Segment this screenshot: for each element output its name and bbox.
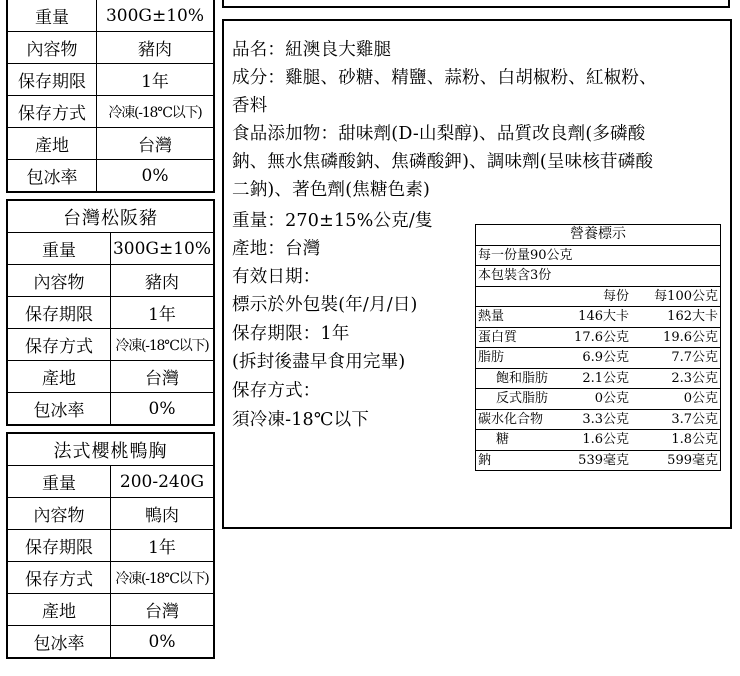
description-line: 鈉、無水焦磷酸鈉、焦磷酸鉀)、調味劑(呈味核苷磷酸 — [232, 152, 654, 172]
spec-value: 300G±10% — [111, 233, 215, 265]
table-row — [7, 160, 214, 193]
nutrition-row — [476, 348, 720, 369]
spec-table-3 — [6, 432, 215, 659]
spec-value: 冷凍(-18℃以下) — [111, 562, 215, 594]
nutrient-name: 碳水化合物 — [478, 411, 544, 427]
description-line: 香料 — [232, 96, 268, 116]
nutrient-per-100g: 7.7公克 — [671, 350, 718, 365]
nutrient-per-100g: 19.6公克 — [663, 329, 718, 345]
spec-key: 保存期限 — [7, 530, 111, 562]
nutrient-per-serving: 1.6公克 — [582, 432, 629, 447]
nutrient-name: 熱量 — [478, 309, 505, 324]
servings-per-package: 本包裝含3份 — [476, 266, 720, 287]
table-row — [7, 530, 214, 562]
description-line: 食品添加物：甜味劑(D-山梨醇)、品質改良劑(多磷酸 — [232, 124, 646, 144]
spec-key: 包冰率 — [7, 393, 111, 426]
spec-key: 保存方式 — [7, 96, 97, 128]
table-row — [7, 626, 214, 659]
description-line: (拆封後盡早食用完畢) — [232, 352, 406, 372]
nutrient-per-serving: 539毫克 — [578, 452, 629, 468]
spec-value: 300G±10% — [97, 0, 215, 32]
spec-value: 台灣 — [111, 594, 215, 626]
nutrition-row — [476, 430, 720, 451]
table-row — [7, 562, 214, 594]
nutrient-per-100g: 162大卡 — [667, 309, 718, 324]
spec-value: 豬肉 — [111, 265, 215, 297]
spec-value: 0% — [111, 393, 215, 426]
table-row — [7, 297, 214, 329]
table-row — [7, 32, 214, 64]
top-box-edge — [222, 0, 730, 8]
nutrition-row — [476, 410, 720, 431]
description-line: 重量：270±15%公克/隻 — [232, 211, 433, 231]
table-title-row — [7, 433, 214, 466]
nutrient-name: 鈉 — [478, 452, 492, 468]
spec-value: 台灣 — [111, 361, 215, 393]
spec-title: 法式櫻桃鴨胸 — [7, 433, 214, 466]
spec-key: 保存期限 — [7, 64, 97, 96]
table-row — [7, 498, 214, 530]
spec-key: 保存期限 — [7, 297, 111, 329]
description-line: 品名：紐澳良大雞腿 — [232, 40, 392, 60]
per-serving-header: 每份 — [602, 288, 629, 304]
table-row — [7, 96, 214, 128]
spec-value: 1年 — [97, 64, 215, 96]
description-line: 二鈉)、著色劑(焦糖色素) — [232, 180, 431, 200]
serving-size: 每一份量90公克 — [476, 246, 720, 267]
spec-value: 1年 — [111, 297, 215, 329]
spec-value: 台灣 — [97, 128, 215, 160]
spec-value: 0% — [111, 626, 215, 659]
nutrition-row — [476, 369, 720, 390]
spec-value: 1年 — [111, 530, 215, 562]
table-row — [7, 466, 214, 498]
spec-key: 重量 — [7, 0, 97, 32]
spec-key: 保存方式 — [7, 329, 111, 361]
nutrient-per-serving: 17.6公克 — [574, 329, 629, 345]
spec-value: 鴨肉 — [111, 498, 215, 530]
nutrient-per-serving: 0公克 — [594, 391, 629, 406]
spec-key: 保存方式 — [7, 562, 111, 594]
table-row — [7, 265, 214, 297]
table-row — [7, 233, 214, 265]
nutrient-name: 飽和脂肪 — [496, 370, 549, 386]
table-row — [7, 128, 214, 160]
nutrient-per-serving: 3.3公克 — [582, 411, 629, 427]
product-description-box — [222, 19, 732, 529]
spec-key: 重量 — [7, 466, 111, 498]
spec-table-1 — [6, 0, 215, 193]
table-row — [7, 329, 214, 361]
per-100g-header: 每100公克 — [654, 288, 718, 304]
description-line: 成分：雞腿、砂糖、精鹽、蒜粉、白胡椒粉、紅椒粉、 — [232, 68, 657, 88]
spec-key: 內容物 — [7, 265, 111, 297]
spec-key: 產地 — [7, 361, 111, 393]
description-line: 須冷凍-18℃以下 — [232, 410, 370, 430]
table-row — [7, 64, 214, 96]
nutrition-row — [476, 328, 720, 349]
table-row — [7, 361, 214, 393]
spec-key: 內容物 — [7, 498, 111, 530]
nutrient-per-100g: 3.7公克 — [671, 411, 718, 427]
nutrition-title: 營養標示 — [476, 225, 720, 246]
nutrient-name: 糖 — [496, 432, 510, 447]
nutrient-per-serving: 6.9公克 — [582, 350, 629, 365]
spec-key: 重量 — [7, 233, 111, 265]
nutrient-per-100g: 2.3公克 — [671, 370, 718, 386]
table-row — [7, 393, 214, 426]
nutrient-per-100g: 1.8公克 — [671, 432, 718, 447]
nutrient-per-serving: 146大卡 — [578, 309, 629, 324]
description-line: 標示於外包裝(年/月/日) — [232, 295, 418, 315]
spec-tables-column — [6, 0, 215, 665]
spec-value: 豬肉 — [97, 32, 215, 64]
description-line: 有效日期： — [232, 267, 321, 287]
nutrient-per-100g: 599毫克 — [667, 452, 718, 468]
table-row — [7, 0, 214, 32]
description-line: 產地：台灣 — [232, 239, 321, 259]
nutrient-name: 蛋白質 — [478, 329, 518, 345]
spec-table-2 — [6, 199, 215, 426]
table-title-row — [7, 200, 214, 233]
spec-value: 冷凍(-18℃以下) — [97, 96, 215, 128]
nutrition-row — [476, 389, 720, 410]
nutrient-name: 脂肪 — [478, 350, 505, 365]
spec-value: 冷凍(-18℃以下) — [111, 329, 215, 361]
nutrient-per-100g: 0公克 — [683, 391, 718, 406]
description-line: 保存期限：1年 — [232, 324, 350, 344]
nutrition-row — [476, 307, 720, 328]
nutrient-per-serving: 2.1公克 — [582, 370, 629, 386]
spec-value: 200-240G — [111, 466, 215, 498]
nutrient-name: 反式脂肪 — [496, 391, 549, 406]
spec-key: 包冰率 — [7, 626, 111, 659]
description-line: 保存方式： — [232, 381, 321, 401]
table-row — [7, 594, 214, 626]
nutrition-row — [476, 451, 720, 471]
spec-key: 產地 — [7, 594, 111, 626]
spec-title: 台灣松阪豬 — [7, 200, 214, 233]
nutrition-header-row — [476, 287, 720, 308]
spec-key: 包冰率 — [7, 160, 97, 193]
spec-value: 0% — [97, 160, 215, 193]
spec-key: 產地 — [7, 128, 97, 160]
nutrition-facts-table — [475, 224, 721, 471]
spec-key: 內容物 — [7, 32, 97, 64]
